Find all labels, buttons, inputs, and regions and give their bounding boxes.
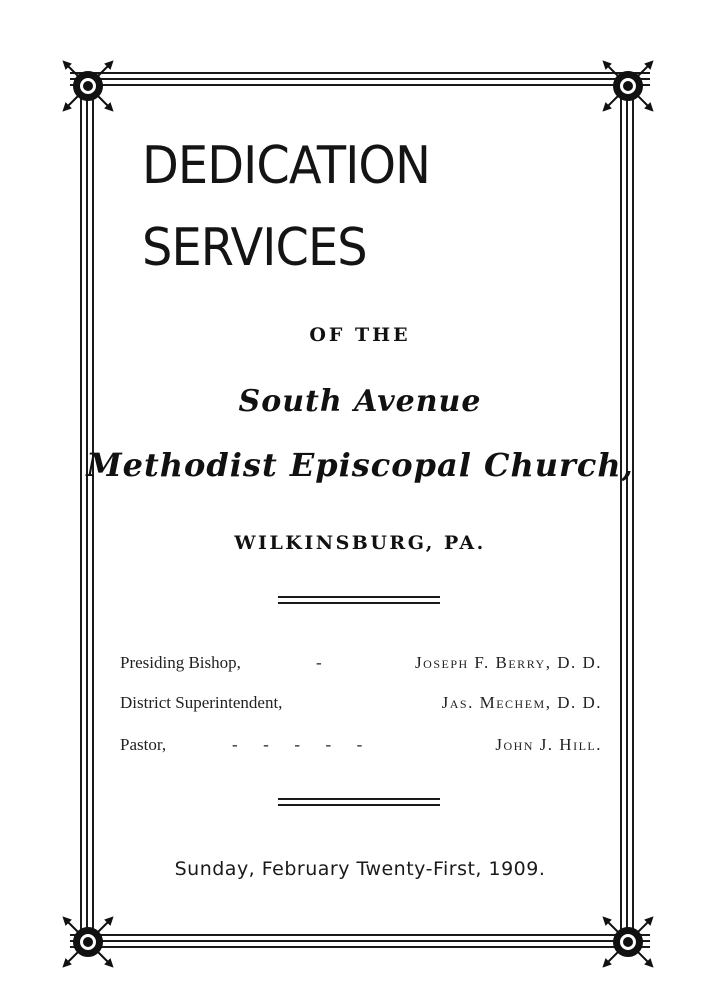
- official-role: Pastor,: [120, 735, 167, 754]
- official-name: Joseph F. Berry, D. D.: [415, 653, 602, 672]
- service-date: Sunday, February Twenty-First, 1909.: [174, 858, 546, 880]
- location-label: WILKINSBURG, PA.: [234, 532, 486, 554]
- separator-rule: [278, 798, 440, 808]
- official-row: [120, 690, 602, 716]
- rosette-icon: [60, 58, 116, 114]
- official-name: Jas. Mechem, D. D.: [441, 693, 602, 712]
- rosette-icon: [600, 58, 656, 114]
- official-row: [120, 732, 602, 758]
- official-dashes: - - - - -: [232, 735, 363, 754]
- church-name-line-2: Methodist Episcopal Church,: [86, 446, 634, 484]
- official-name: John J. Hill.: [495, 735, 602, 754]
- left-border-rule: [80, 80, 94, 940]
- bottom-border-rule: [70, 934, 650, 948]
- official-role: Presiding Bishop,: [120, 653, 241, 672]
- rosette-icon: [60, 914, 116, 970]
- official-row: [120, 650, 602, 676]
- top-border-rule: [70, 72, 650, 86]
- rosette-icon: [600, 914, 656, 970]
- official-dashes: -: [316, 653, 322, 672]
- right-border-rule: [620, 80, 634, 940]
- title-line-2: SERVICES: [142, 218, 367, 278]
- church-name-line-1: South Avenue: [238, 384, 482, 419]
- of-the-label: OF THE: [309, 324, 411, 346]
- official-role: District Superintendent,: [120, 693, 283, 712]
- separator-rule: [278, 596, 440, 606]
- title-line-1: DEDICATION: [142, 136, 431, 196]
